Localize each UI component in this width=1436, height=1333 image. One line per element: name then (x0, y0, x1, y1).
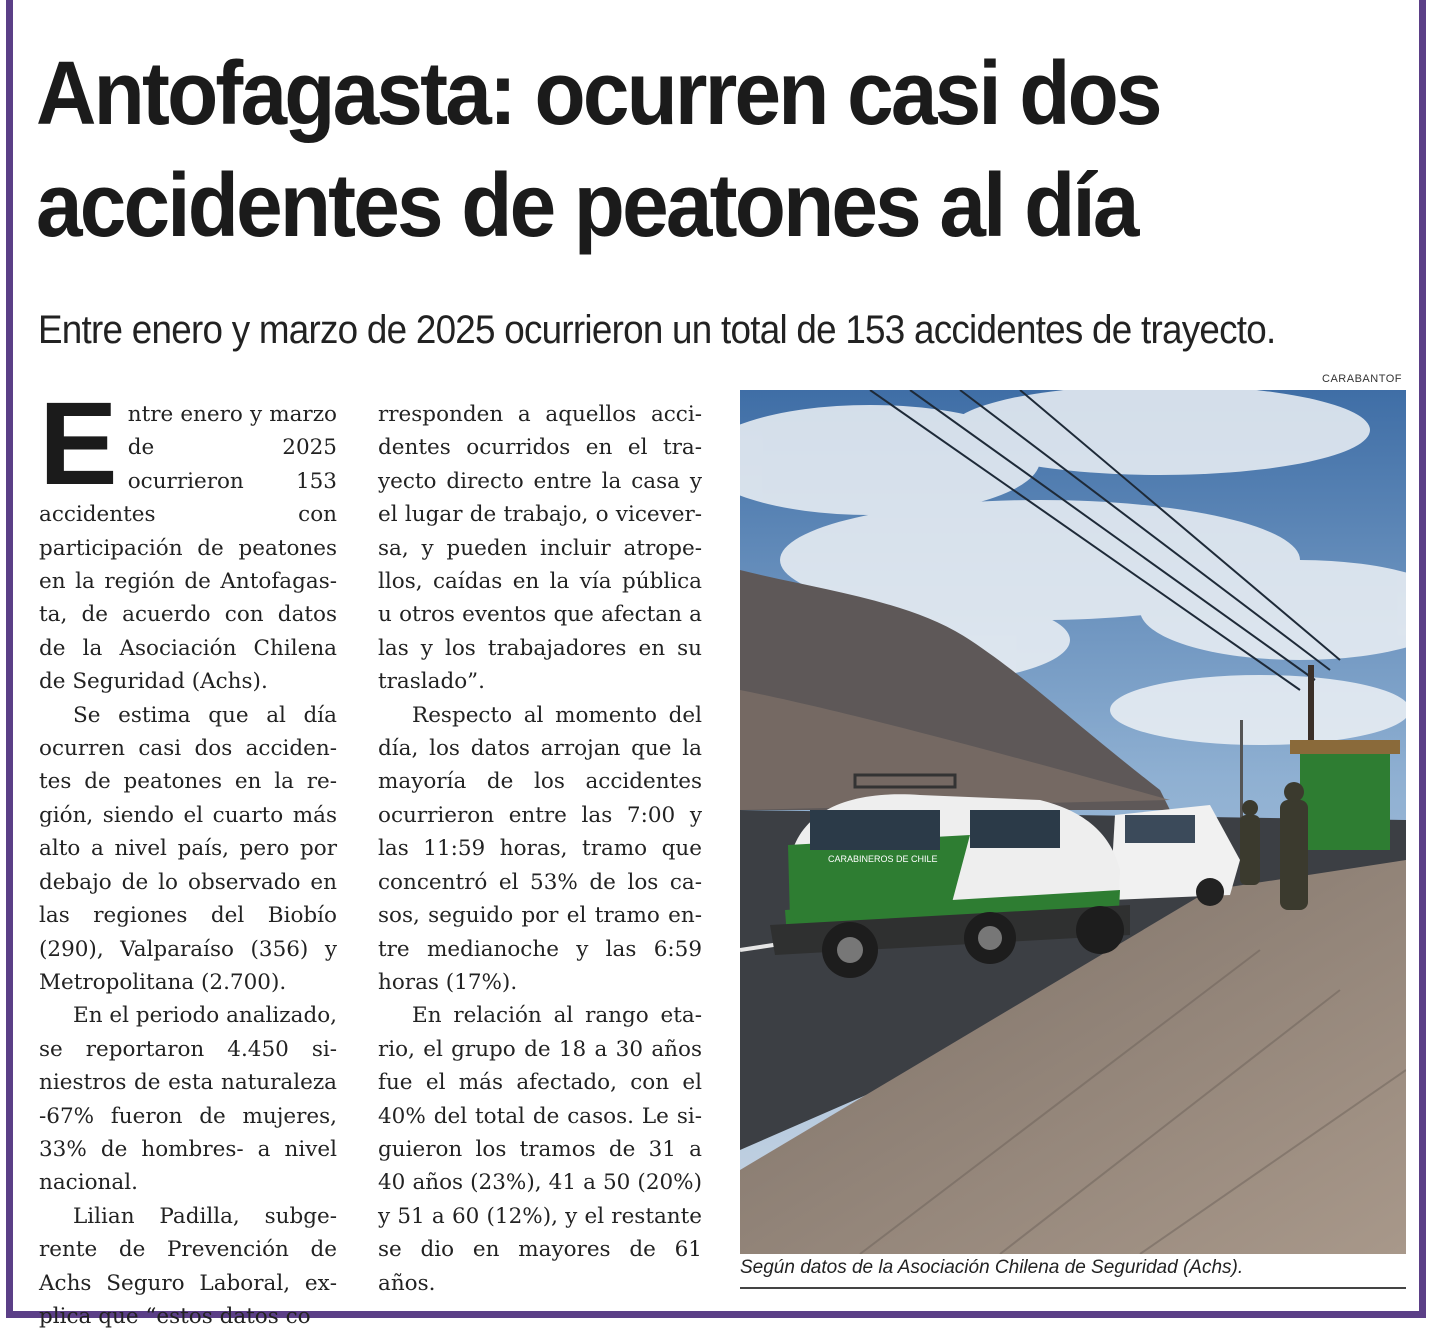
news-photo (740, 390, 1406, 1254)
paragraph-1 (39, 378, 337, 699)
headline: Antofagasta: ocurren casi dos accidentes de peatones al día (36, 44, 1160, 256)
photo-illustration (740, 390, 1406, 1254)
article-column-1 (39, 378, 337, 1333)
photo-caption: Según datos de la Asociación Chilena de Seguridad (Achs). (740, 1257, 1406, 1289)
paragraph-4: Lilian Padilla, subgerente de Prevención de Achs Seguro Laboral, explica que “estos datos co (39, 1203, 337, 1329)
kiosk (1300, 750, 1390, 850)
paragraph-1-text: ntre enero y marzo de 2025 ocurrieron 153 accidentes con participación de peatones en la región de Antofagasta, de acuerdo con datos de la Asociación Chilena de Seguridad (Achs). (39, 402, 337, 695)
vehicle-lettering: CARABINEROS DE CHILE (828, 854, 938, 864)
drop-cap: E (39, 378, 118, 510)
paragraph-2: Se estima que al día ocurren casi dos accidentes de peatones en la región, siendo el cuarto más alto a nivel país, pero por debajo de lo observado en las regiones del Biobío (290), Valparaíso (356) y Metropolitana (2.700). (39, 702, 337, 995)
paragraph-7: En relación al rango etario, el grupo de 18 a 30 años fue el más afectado, con el 40% del total de casos. Le siguieron los tramos de 31 a 40 años (23%), 41 a 50 (20%) y 51 a 60 (12%), y el restante se dio en mayores de 61 años. (378, 1003, 702, 1296)
photo-credit: CARABANTOF (1322, 373, 1402, 385)
paragraph-5: rresponden a aquellos accidentes ocurridos en el trayecto directo entre la casa y el lugar de trabajo, o viceversa, y pueden incluir atropellos, caídas en la vía pública u otros eventos que afectan a las y los trabajadores en su traslado”. (378, 402, 702, 695)
paragraph-6: Respecto al momento del día, los datos arrojan que la mayoría de los accidentes ocurrieron entre las 7:00 y las 11:59 horas, tramo que concentró el 53% de los casos, seguido por el tramo entre medianoche y las 6:59 horas (17%). (378, 702, 702, 995)
paragraph-3: En el periodo analizado, se reportaron 4.450 siniestros de esta naturaleza -67% fueron de mujeres, 33% de hombres- a nivel nacional. (39, 1003, 337, 1196)
deck: Entre enero y marzo de 2025 ocurrieron un total de 153 accidentes de trayecto. (38, 308, 1276, 352)
article-column-2 (378, 398, 702, 1300)
